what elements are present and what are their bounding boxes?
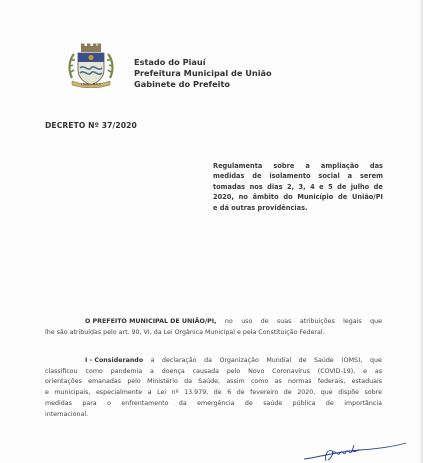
word: nos [249,182,263,191]
word: tomadas [213,182,246,191]
word: social [318,172,340,181]
coat-of-arms-icon [66,42,116,88]
word: dispõe [338,389,359,397]
word: no [238,193,248,202]
word: isolamento [269,172,311,181]
word: 4 [310,182,315,191]
word: a [347,172,353,181]
word: de [236,389,245,397]
word: de [260,318,269,325]
word: Mundial [266,357,292,364]
word: como [85,367,103,375]
word: da [178,399,187,407]
word: 3, [298,182,306,191]
word: ampliação [320,162,359,170]
word: assim [226,378,245,386]
word: legais [343,318,362,325]
word: uso [241,318,253,325]
word: medidas [213,172,245,181]
preamble-line [45,317,382,328]
word: saúde [263,399,283,407]
word: 2020, [297,389,316,397]
word: nº [171,389,179,397]
word: da [204,357,212,364]
word: da [184,378,192,386]
ementa-line [213,192,383,202]
preamble-line [45,328,382,339]
word: e [45,389,49,397]
word: doença [161,367,185,375]
word: 6 [227,389,232,397]
word: especialmente [95,389,143,397]
word: sobre [273,162,295,170]
word: julho [350,182,370,191]
word: âmbito [252,193,279,202]
decree-number: DECRETO Nº 37/2020 [45,121,137,130]
word: pelo [127,378,141,386]
paragraph-preamble [45,317,382,338]
considerando-line [45,367,382,378]
crest-banner-text: UNIÃO PIAUÍ [81,82,101,87]
word: Saúde, [198,378,221,386]
word: emanadas [88,378,122,386]
word: (OMS), [341,357,363,364]
word: de [283,389,292,397]
word: o [107,399,111,407]
word: Regulamenta [213,162,263,170]
state-name: Estado do Piauí [134,57,206,67]
word: e [363,367,367,375]
word: as [374,367,382,375]
word: de [244,399,253,407]
word: e dá outras providências. [213,203,308,212]
considerando-bold-lead: Considerando [94,357,144,364]
word: importância [344,399,382,407]
word: de [252,172,262,181]
word: classificou [45,367,78,375]
word: a [305,162,310,170]
word: das [369,162,383,170]
word: que [370,318,382,325]
word: que [370,357,382,364]
word: Novo [248,367,265,375]
word: pública [292,399,316,407]
ementa-line [213,203,383,213]
word: de [337,182,347,191]
letterhead [134,57,272,89]
considerando-last-line: internacional. [45,410,89,418]
word: Lei [157,389,167,397]
word: pelo [226,367,241,375]
municipality-name: Prefeitura Municipal de União [134,67,272,78]
word: emergência [197,399,235,407]
roman-numeral: I - [85,357,93,364]
word: serem [359,172,383,181]
preamble-bold-lead: O PREFEITO MUNICIPAL DE UNIÃO/PI, [85,318,217,325]
word: Ministério [147,378,178,386]
considerando-line [45,388,382,399]
word: (COVID-19), [317,367,356,375]
word: do [283,193,293,202]
word: Município [297,193,334,202]
word: de [213,389,222,397]
word: enfrentamento [121,399,169,407]
word: de [298,357,307,364]
word: de [373,182,383,191]
paragraph-considerando [45,356,382,420]
ementa-line [213,182,383,192]
word: 5 [328,182,333,191]
word: sobre [364,389,382,397]
word: Organização [219,357,259,364]
word: 13.979, [184,389,209,397]
office-name: Gabinete do Prefeito [134,78,230,89]
considerando-line [45,377,382,388]
word: dias [267,182,283,191]
word: União/PI [352,193,383,202]
word: federais, [317,378,346,386]
signature-icon [300,441,410,463]
considerando-line [45,410,382,421]
considerando-line [45,399,382,410]
ementa-line [213,171,383,181]
word: causada [192,367,219,375]
word: a [150,357,155,364]
preamble-line2: lhe são atribuídas pelo art. 90, VI, da Lei Orgânica Municipal e pela Constituição Federal. [45,328,325,336]
word: no [224,318,233,325]
word: municipais, [54,389,91,397]
word: Coronavírus [272,367,310,375]
word: Saúde [313,357,334,364]
word: 2, [286,182,295,191]
word: e [319,182,324,191]
word: as [274,378,282,386]
word: declaração [162,357,197,364]
word: de [325,399,334,407]
word: estaduais [351,378,382,386]
word: para [82,399,97,407]
word: normas [287,378,312,386]
word: 2020, [213,193,234,202]
word: que [320,389,333,397]
word: a [150,367,154,375]
considerando-line [45,356,382,367]
word: pandemia [110,367,143,375]
word: fevereiro [250,389,279,397]
ementa-line [213,161,383,171]
word: medidas [45,399,72,407]
word: suas [277,318,292,325]
word: de [338,193,348,202]
word: orientações [45,378,82,386]
ementa [213,161,383,213]
word: como [250,378,269,386]
word: atribuições [299,318,335,325]
word: a [147,389,152,397]
